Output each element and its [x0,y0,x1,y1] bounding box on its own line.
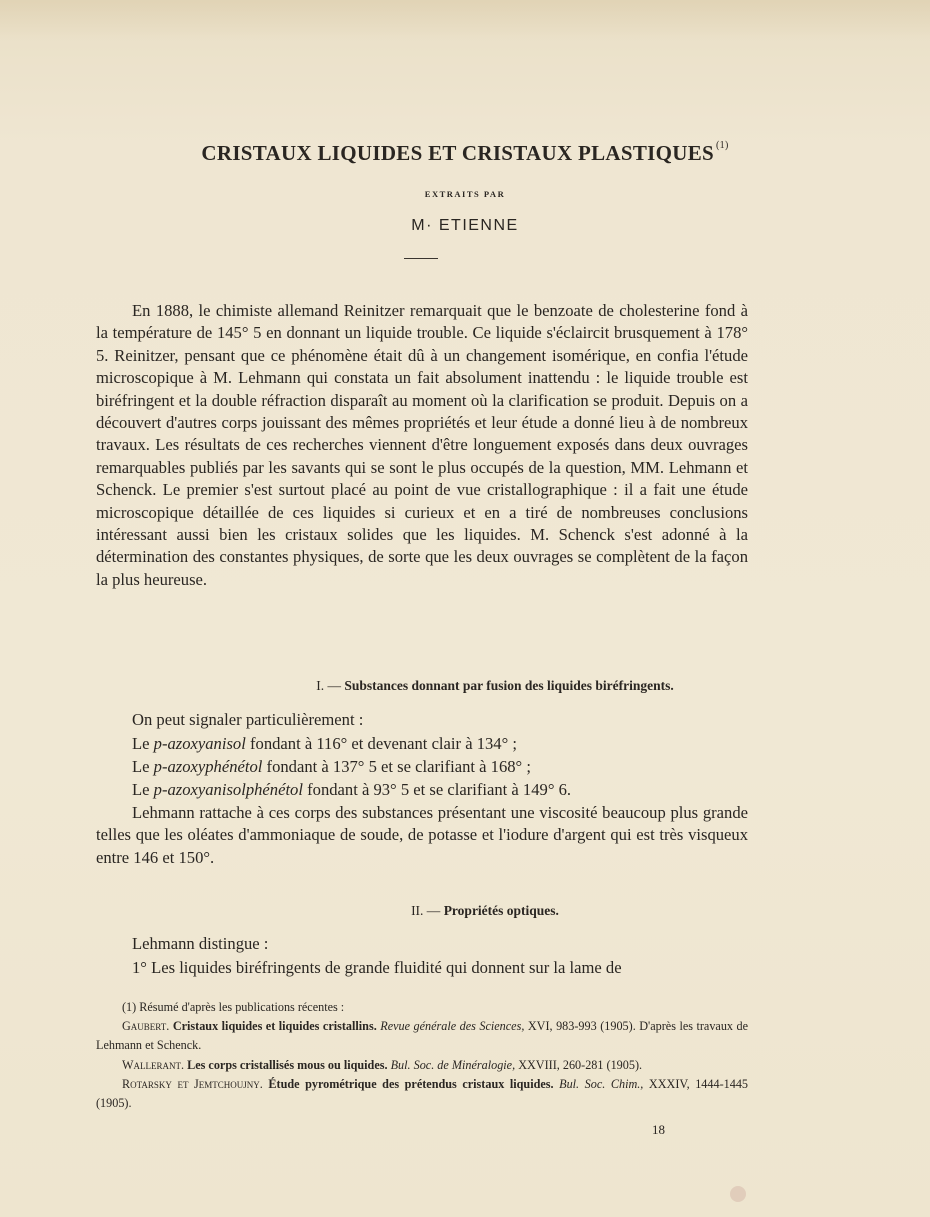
paper-shadow-top [0,0,930,40]
paper-stain [730,1186,746,1202]
substance-item: Le p-azoxyanisolphénétol fondant à 93° 5 et se clarifiant à 149° 6. [132,780,572,799]
substance-item: Le p-azoxyanisol fondant à 116° et devenant clair à 134° ; [132,734,517,753]
footnote-reference: Wallerant. Les corps cristallisés mous ou liquides. Bul. Soc. de Minéralogie, XXVIII, 260-281 (1905). [122,1057,643,1072]
footnote-reference: Gaubert. Cristaux liquides et liquides cristallins. Revue générale des Sciences, XVI, 983-993 (1905). D'après les travaux de Lehmann et Schenck. [96,1019,749,1053]
section-2-item-1: 1° Les liquides biréfringents de grande fluidité qui donnent sur la lame de [132,958,622,977]
article-title: CRISTAUX LIQUIDES ET CRISTAUX PLASTIQUES $^{(1)}$ [201,140,729,165]
page-number: 18 [652,1122,665,1137]
footnote-intro: (1) Résumé d'après les publications récentes : [122,1000,345,1014]
intro-paragraph: En 1888, le chimiste allemand Reinitzer remarquait que le benzoate de cholesterine fond à la température de 145° 5 en donnant un liquide trouble. Ce liquide s'éclaircit brusquement à 178° 5. Reinitzer, pensant que ce phénomène était dû à un changement isomérique, en confia l'étude microscopique à M. Lehmann qui constata un fait absolument inattendu : le liquide trouble est biréfringent et la double réfraction disparaît au moment où la clarification se produit. Depuis on a découvert d'autres corps jouissant des mêmes propriétés et leur étude a donné lieu à de nombreux travaux. Les résultats de ces recherches viennent d'être longuement exposés dans deux ouvrages remarquables publiés par les savants qui se sont le plus occupés de la question, MM. Lehmann et Schenck. Le premier s'est surtout placé au point de vue cristallographique : il a fait une étude microscopique détaillée de ces liquides si curieux et en a tiré de nombreuses conclusions intéressant aussi bien les cristaux solides que les liquides. M. Schenck s'est adonné à la détermination des constantes physiques, de sorte que les deux ouvrages se complètent de la façon la plus heureuse. [96,301,748,589]
footnote-reference: Rotarsky et Jemtchoujny. Étude pyrométrique des prétendus cristaux liquides. Bul. Soc. Chim., XXXIV, 1444-1445 (1905). [96,1076,749,1111]
section-2-lead: Lehmann distingue : [132,934,269,953]
section-1-heading: I. — Substances donnant par fusion des liquides biréfringents. [316,678,674,693]
substance-item: Le p-azoxyphénétol fondant à 137° 5 et se clarifiant à 168° ; [132,757,531,776]
title-footnote-marker: (1) [716,140,729,151]
footnotes [96,998,748,1113]
title-divider [404,258,438,259]
extraits-par-label: EXTRAITS PAR [424,189,506,199]
author-name: M· ETIENNE [411,217,519,234]
section-1-lead: On peut signaler particulièrement : [132,710,364,729]
section-2-heading: II. — Propriétés optiques. [411,903,559,918]
section-1-closing-paragraph: Lehmann rattache à ces corps des substances présentant une viscosité beaucoup plus grande telles que les oléates d'ammoniaque de soude, de potasse et l'iodure d'argent qui est très visqueux entre 146 et 150°. [96,803,748,867]
